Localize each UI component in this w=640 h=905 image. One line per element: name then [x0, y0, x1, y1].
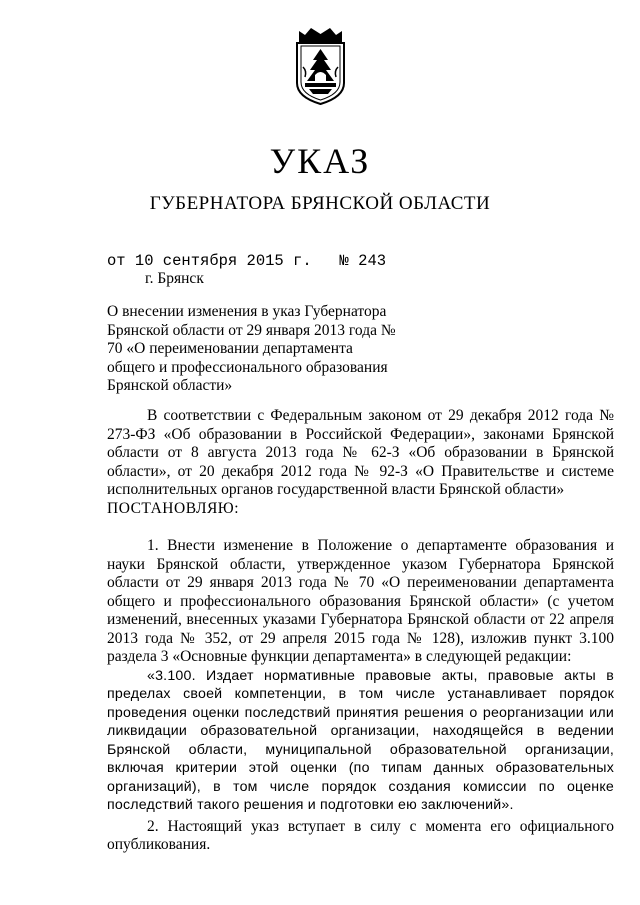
document-title: УКАЗ	[269, 141, 371, 181]
item-1-quote-paragraph: «3.100. Издает нормативные правовые акты, правовые акты в пределах своей компетенции, в том числе устанавливает порядок проведения оценки последствий принятия решения о реорганизации или ликвидации образовательной организации, находящейся в ведении Брянской области, муниципальной образовательной организации, включая критерии этой оценки (по типам данных образовательных организаций), в том числе порядок создания комиссии по оценке последствий такого решения и подготовки ею заключений».	[107, 667, 614, 813]
preamble-paragraph: В соответствии с Федеральным законом от 29 декабря 2012 года № 273-ФЗ «Об образовании в Российской Федерации», законами Брянской области от 8 августа 2013 года № 62-З «Об образовании в Брянской области», от 20 декабря 2012 года № 92-З «О Правительстве и системе исполнительных органов государственной власти Брянской области»	[107, 407, 614, 498]
city-name: г. Брянск	[145, 270, 204, 287]
decree-subject: О внесении изменения в указ Губернатора Брянской области от 29 января 2013 года № 70 «О переименовании департамента общего и профессионального образования Брянской области»	[107, 303, 396, 394]
coat-of-arms-emblem	[291, 27, 350, 106]
document-subtitle: ГУБЕРНАТОРА БРЯНСКОЙ ОБЛАСТИ	[149, 193, 491, 214]
date-and-number: от 10 сентября 2015 г. № 243	[107, 252, 387, 270]
item-1-paragraph: 1. Внести изменение в Положение о департаменте образования и науки Брянской области, утвержденное указом Губернатора Брянской области от 29 января 2013 года № 70 «О переименовании департамента общего и профессионального образования Брянской области» (с учетом изменений, внесенных указами Губернатора Брянской области от 22 апреля 2013 года № 352, от 29 апреля 2015 года № 128), изложив пункт 3.100 раздела 3 «Основные функции департамента» в следующей редакции:	[107, 537, 614, 665]
decree-keyword: ПОСТАНОВЛЯЮ:	[107, 499, 240, 517]
decree-body	[107, 407, 614, 855]
item-2-paragraph: 2. Настоящий указ вступает в силу с момента его официального опубликования.	[107, 817, 614, 853]
